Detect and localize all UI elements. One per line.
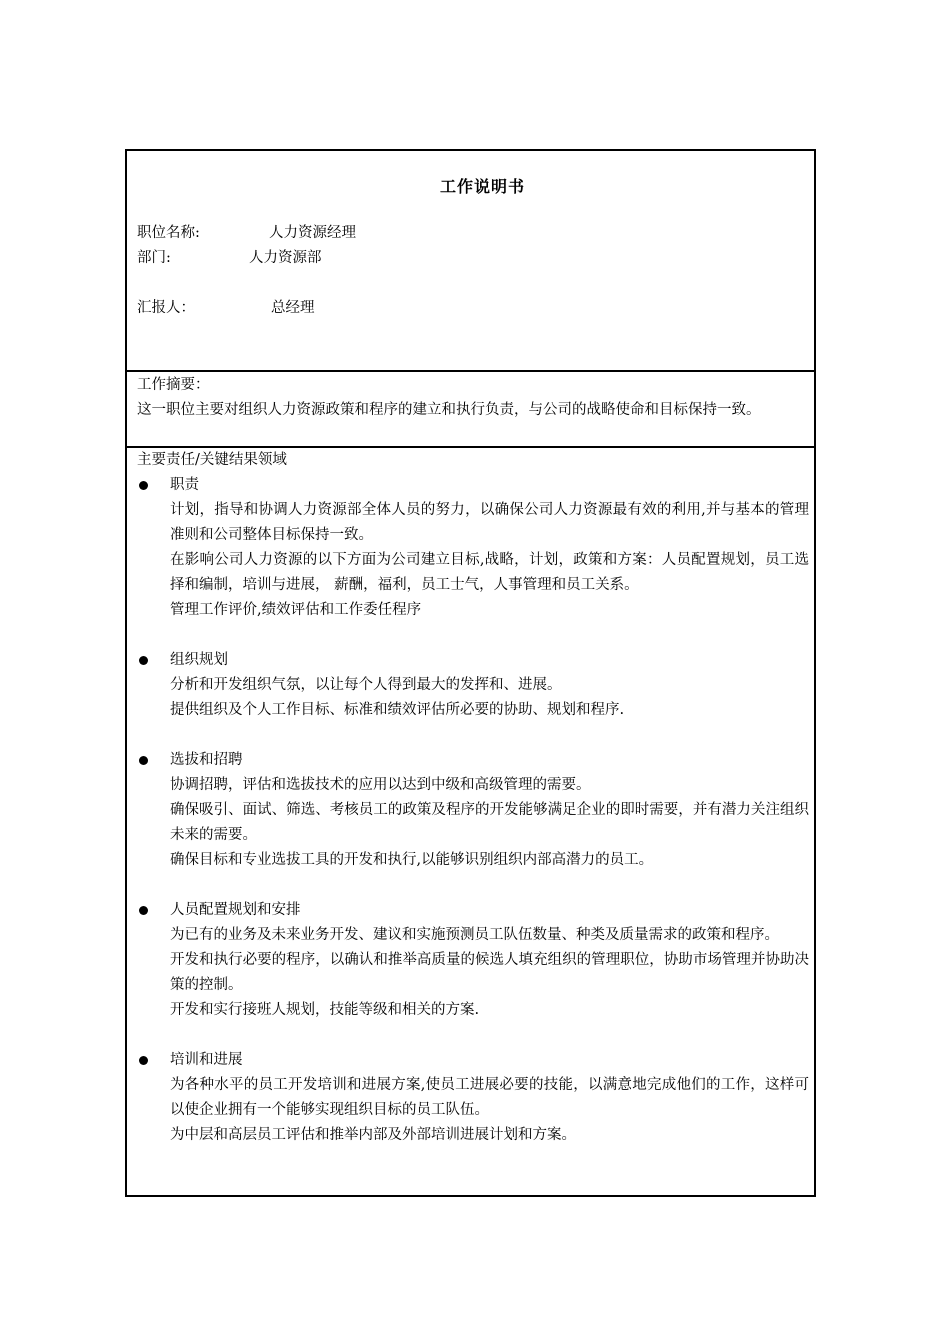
department-label: 部门: <box>137 250 171 266</box>
bullet-icon <box>139 756 148 765</box>
responsibilities-section <box>137 448 809 1148</box>
section-paragraph: 管理工作评价,绩效评估和工作委任程序 <box>170 602 422 618</box>
section-title: 组织规划 <box>170 652 228 668</box>
section-paragraph: 确保目标和专业选拔工具的开发和执行,以能够识别组织内部高潜力的员工。 <box>170 852 654 868</box>
reports-to-label: 汇报人： <box>137 300 195 316</box>
section-paragraph: 分析和开发组织气氛，以让每个人得到最大的发挥和、进展。 <box>170 677 562 693</box>
section-paragraph: 协调招聘，评估和选拔技术的应用以达到中级和高级管理的需要。 <box>170 777 591 793</box>
summary-text: 这一职位主要对组织人力资源政策和程序的建立和执行负责，与公司的战略使命和目标保持一致。 <box>137 402 761 418</box>
department-value: 人力资源部 <box>249 250 322 266</box>
responsibilities-heading: 主要责任/关键结果领域 <box>137 452 287 468</box>
section-paragraph: 开发和执行必要的程序，以确认和推举高质量的候选人填充组织的管理职位，协助市场管理并协助决策的控制。 <box>170 952 809 993</box>
bullet-icon <box>139 906 148 915</box>
section-paragraph: 在影响公司人力资源的以下方面为公司建立目标,战略，计划，政策和方案：人员配置规划，员工选择和编制，培训与进展， 薪酬，福利，员工士气，人事管理和员工关系。 <box>170 552 809 593</box>
section-paragraph: 提供组织及个人工作目标、标准和绩效评估所必要的协助、规划和程序. <box>170 702 625 718</box>
summary-section <box>137 373 809 423</box>
position-label: 职位名称: <box>137 225 200 241</box>
responsibility-section <box>137 473 809 623</box>
section-paragraph: 为已有的业务及未来业务开发、建议和实施预测员工队伍数量、种类及质量需求的政策和程序。 <box>170 927 779 943</box>
section-title: 职责 <box>170 477 199 493</box>
responsibility-section <box>137 648 809 723</box>
section-paragraph: 开发和实行接班人规划，技能等级和相关的方案. <box>170 1002 480 1018</box>
section-title: 培训和进展 <box>170 1052 243 1068</box>
bullet-icon <box>139 656 148 665</box>
section-paragraph: 确保吸引、面试、筛选、考核员工的政策及程序的开发能够满足企业的即时需要，并有潜力关注组织未来的需要。 <box>170 802 809 843</box>
section-title: 选拔和招聘 <box>170 752 243 768</box>
bullet-icon <box>139 1056 148 1065</box>
section-paragraph: 为各种水平的员工开发培训和进展方案,使员工进展必要的技能，以满意地完成他们的工作，这样可以使企业拥有一个能够实现组织目标的员工队伍。 <box>170 1077 809 1118</box>
section-paragraph: 为中层和高层员工评估和推举内部及外部培训进展计划和方案。 <box>170 1127 576 1143</box>
section-title: 人员配置规划和安排 <box>170 902 301 918</box>
job-description-table <box>125 149 816 1197</box>
position-value: 人力资源经理 <box>269 225 356 241</box>
bullet-icon <box>139 481 148 490</box>
responsibility-section <box>137 1048 809 1148</box>
document-title: 工作说明书 <box>439 177 525 196</box>
summary-heading: 工作摘要： <box>137 377 210 393</box>
reports-to-value: 总经理 <box>271 300 315 316</box>
responsibility-section <box>137 748 809 873</box>
responsibility-section <box>137 898 809 1023</box>
section-paragraph: 计划，指导和协调人力资源部全体人员的努力，以确保公司人力资源最有效的利用,并与基本的管理准则和公司整体目标保持一致。 <box>170 502 809 543</box>
row-divider <box>127 370 814 372</box>
